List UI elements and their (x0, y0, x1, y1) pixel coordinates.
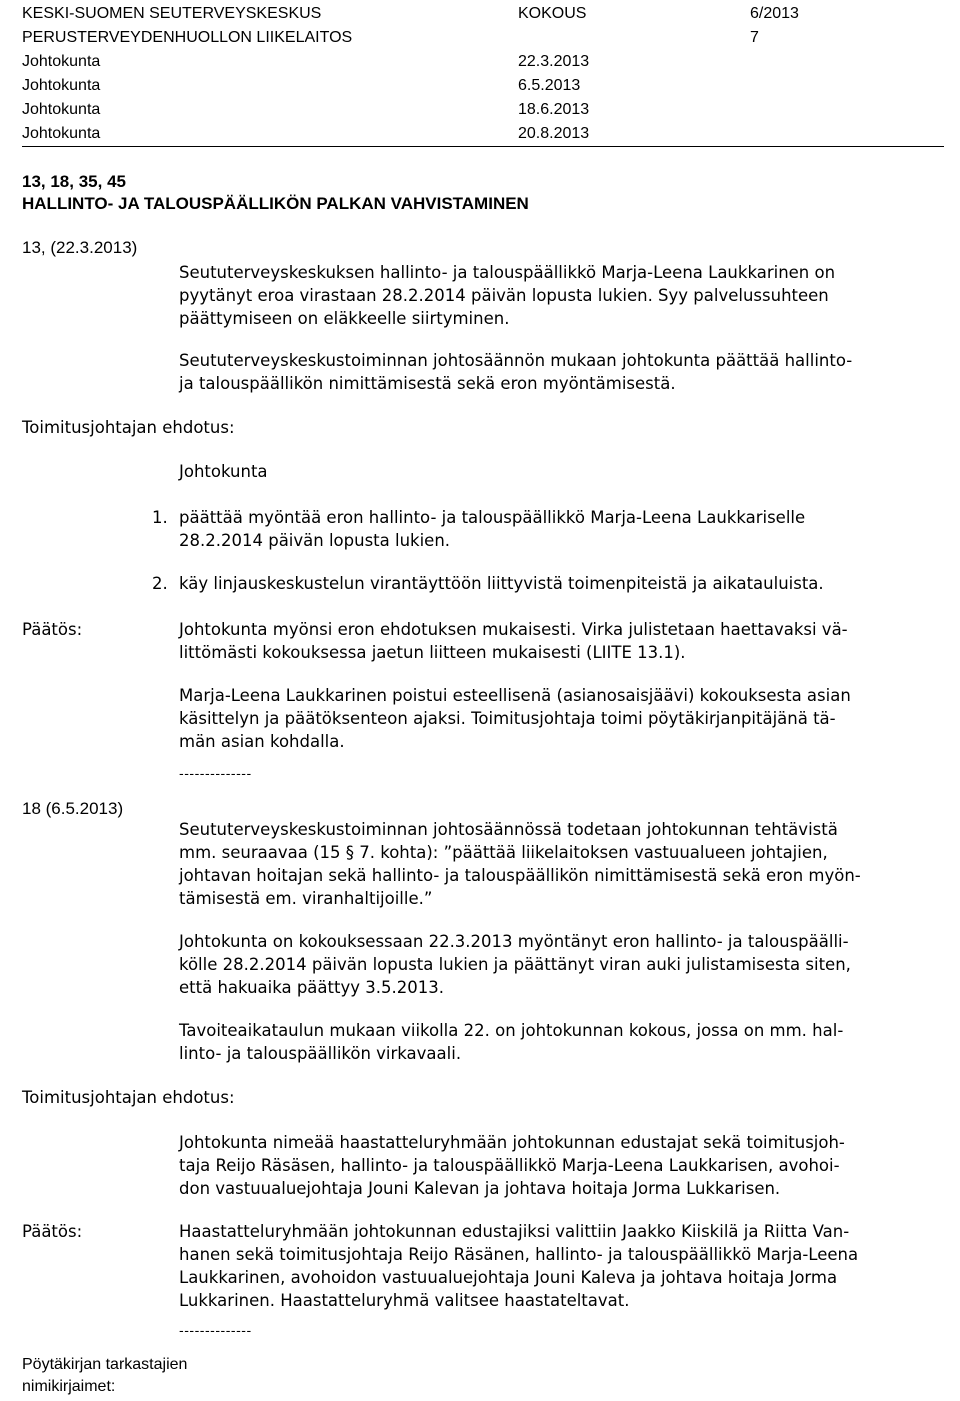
text-line: mm. seuraavaa (15 § 7. kohta): ”päättää liikelaitoksen vastuualueen johtajien, (179, 843, 828, 862)
paragraph (179, 684, 851, 753)
text-line: päättää myöntää eron hallinto- ja talouspäällikkö Marja-Leena Laukkariselle (179, 508, 806, 527)
paragraph (179, 618, 848, 664)
header-rule (22, 146, 944, 147)
text-line: Johtokunta nimeää haastatteluryhmään johtokunnan edustajat sekä toimitusjoh- (179, 1133, 845, 1152)
text-line: Laukkarinen, avohoidon vastuualuejohtaja Jouni Kaleva ja johtava hoitaja Jorma (179, 1268, 838, 1287)
meeting-body: Johtokunta (22, 125, 101, 142)
proposal-label: Toimitusjohtajan ehdotus: (22, 1088, 235, 1107)
text-line: että hakuaika päättyy 3.5.2013. (179, 978, 444, 997)
text-line: linto- ja talouspäällikön virkavaali. (179, 1044, 462, 1063)
paragraph (179, 930, 851, 999)
page-footer (22, 1354, 187, 1398)
footer-line: nimikirjaimet: (22, 1378, 116, 1395)
meeting-body: Johtokunta (22, 101, 101, 118)
paragraph (179, 261, 835, 330)
paragraph (179, 1131, 845, 1200)
meeting-date: 18.6.2013 (518, 101, 590, 118)
text-line: päättymiseen on eläkkeelle siirtyminen. (179, 309, 510, 328)
section-numbers: 13, 18, 35, 45 (22, 172, 126, 191)
text-line: kölle 28.2.2014 päivän lopusta lukien ja päättänyt viran auki julistamisesta siten, (179, 955, 851, 974)
meeting-date: 22.3.2013 (518, 53, 590, 70)
text-line: tämisestä em. viranhaltijoille.” (179, 889, 433, 908)
paragraph (179, 349, 852, 395)
document-type: KOKOUS (518, 5, 587, 22)
text-line: Haastatteluryhmään johtokunnan edustajiksi valittiin Jaakko Kiiskilä ja Riitta Van- (179, 1222, 850, 1241)
item-reference: 18 (6.5.2013) (22, 799, 124, 818)
list-item-number: 1. (152, 508, 168, 527)
separator: -------------- (179, 1324, 252, 1339)
text-line: Tavoiteaikataulun mukaan viikolla 22. on johtokunnan kokous, jossa on mm. hal- (179, 1021, 844, 1040)
footer-line: Pöytäkirjan tarkastajien (22, 1356, 188, 1373)
separator: -------------- (179, 767, 252, 782)
paragraph (179, 1220, 858, 1312)
section-title: HALLINTO- JA TALOUSPÄÄLLIKÖN PALKAN VAHVISTAMINEN (22, 194, 529, 213)
text-line: män asian kohdalla. (179, 732, 345, 751)
text-line: 28.2.2014 päivän lopusta lukien. (179, 531, 451, 550)
text-line: don vastuualuejohtaja Jouni Kalevan ja johtava hoitaja Jorma Lukkarisen. (179, 1179, 781, 1198)
text-line: hanen sekä toimitusjohtaja Reijo Räsänen, hallinto- ja talouspäällikkö Marja-Leena (179, 1245, 859, 1264)
text-line: käsittelyn ja päätöksenteon ajaksi. Toimitusjohtaja toimi pöytäkirjanpitäjänä tä- (179, 709, 836, 728)
meeting-date: 20.8.2013 (518, 125, 590, 142)
organization-name: KESKI-SUOMEN SEUTERVEYSKESKUS (22, 5, 322, 22)
text-line: Seututerveyskeskustoiminnan johtosäännössä todetaan johtokunnan tehtävistä (179, 820, 838, 839)
decision-label: Päätös: (22, 1222, 83, 1241)
proposal-subject: Johtokunta (179, 462, 268, 481)
paragraph (179, 1019, 843, 1065)
text-line: Johtokunta myönsi eron ehdotuksen mukaisesti. Virka julistetaan haettavaksi vä- (179, 620, 848, 639)
decision-label: Päätös: (22, 620, 83, 639)
text-line: Marja-Leena Laukkarinen poistui esteellisenä (asianosaisjäävi) kokouksesta asian (179, 686, 851, 705)
text-line: ja talouspäällikön nimittämisestä sekä eron myöntämisestä. (179, 374, 676, 393)
paragraph (179, 818, 861, 910)
text-line: taja Reijo Räsäsen, hallinto- ja talouspäällikkö Marja-Leena Laukkarisen, avohoi- (179, 1156, 840, 1175)
list-item: käy linjauskeskustelun virantäyttöön liittyvistä toimenpiteistä ja aikatauluista. (179, 574, 824, 593)
text-line: Seututerveyskeskustoiminnan johtosäännön mukaan johtokunta päättää hallinto- (179, 351, 853, 370)
proposal-label: Toimitusjohtajan ehdotus: (22, 418, 235, 437)
organization-unit: PERUSTERVEYDENHUOLLON LIIKELAITOS (22, 29, 353, 46)
text-line: Seututerveyskeskuksen hallinto- ja talouspäällikkö Marja-Leena Laukkarinen on (179, 263, 836, 282)
text-line: Johtokunta on kokouksessaan 22.3.2013 myöntänyt eron hallinto- ja talouspäälli- (179, 932, 849, 951)
text-line: johtavan hoitajan sekä hallinto- ja talouspäällikön nimittämisestä sekä eron myön- (179, 866, 861, 885)
text-line: Lukkarinen. Haastatteluryhmä valitsee haastateltavat. (179, 1291, 630, 1310)
list-item-number: 2. (152, 574, 168, 593)
meeting-body: Johtokunta (22, 53, 101, 70)
text-line: littömästi kokouksessa jaetun liitteen mukaisesti (LIITE 13.1). (179, 643, 686, 662)
page-number: 7 (750, 29, 759, 46)
item-reference: 13, (22.3.2013) (22, 238, 138, 257)
list-item (179, 506, 805, 552)
meeting-body: Johtokunta (22, 77, 101, 94)
meeting-date: 6.5.2013 (518, 77, 581, 94)
text-line: pyytänyt eroa virastaan 28.2.2014 päivän lopusta lukien. Syy palvelussuhteen (179, 286, 829, 305)
document-number: 6/2013 (750, 5, 799, 22)
